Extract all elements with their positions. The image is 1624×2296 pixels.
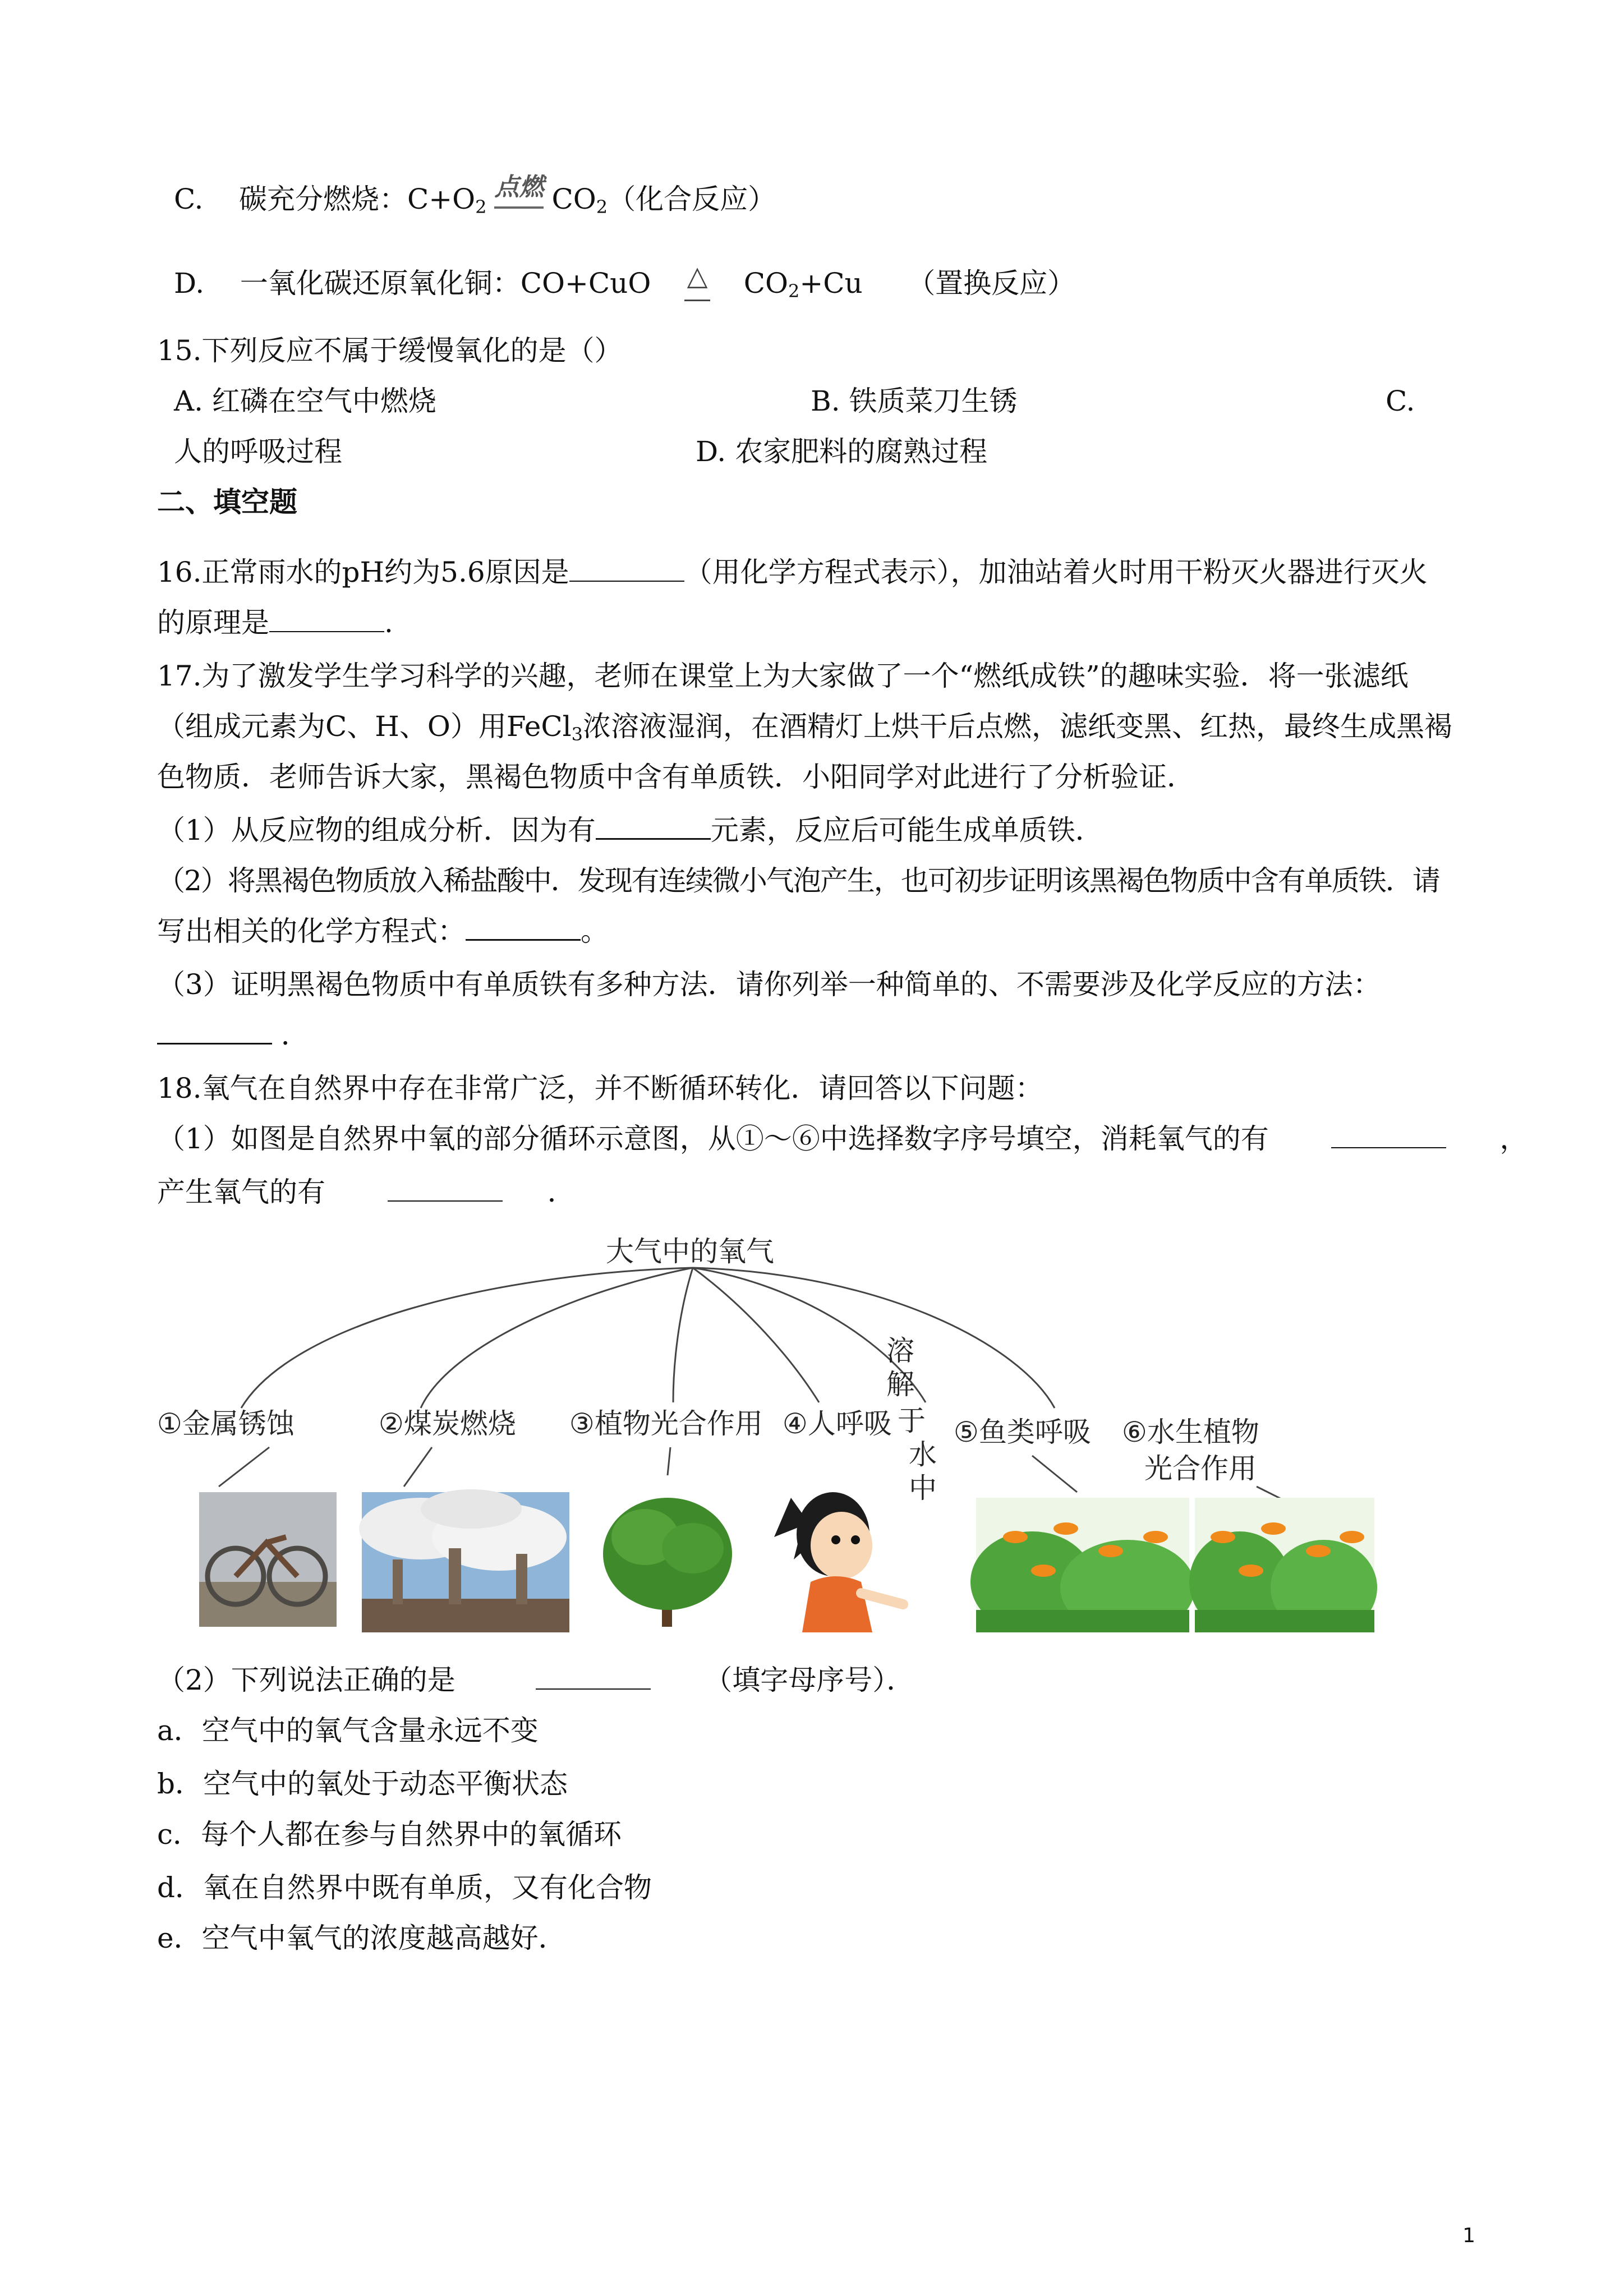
q18-part1-line2 xyxy=(157,1172,576,1212)
q15-option-a: A. 红磷在空气中燃烧 xyxy=(174,385,436,417)
label-coal-burning: ②煤炭燃烧 xyxy=(379,1407,516,1440)
q18-text: （2）下列说法正确的是 xyxy=(157,1664,456,1696)
answer-blank[interactable] xyxy=(1331,1121,1446,1148)
option-text: 一氧化碳还原氧化铜：CO+CuO xyxy=(240,267,651,300)
option-item: e．空气中氧气的浓度越高越好． xyxy=(157,1922,567,1954)
q18-text: ， xyxy=(1499,1122,1528,1155)
option-text: 碳充分燃烧：C+O xyxy=(238,183,476,215)
reaction-type: （化合反应） xyxy=(608,183,776,215)
q17-part3-line2 xyxy=(157,1015,309,1055)
q17-text: 。 xyxy=(581,915,609,947)
subscript: 2 xyxy=(596,196,608,218)
label-fish-breathing: ⑤鱼类呼吸 xyxy=(954,1416,1091,1448)
q18-stem: 18.氧气在自然界中存在非常广泛，并不断循环转化．请回答以下问题： xyxy=(157,1072,1043,1105)
q15-option-c-label: C. xyxy=(1386,385,1415,417)
q18-text: （填字母序号）． xyxy=(704,1664,915,1696)
q15-option-d: D. 农家肥料的腐熟过程 xyxy=(696,435,988,468)
answer-blank[interactable] xyxy=(269,605,384,632)
fish-plants-icon xyxy=(1189,1498,1377,1632)
dissolve-char: 水 xyxy=(909,1438,937,1471)
figure-title: 大气中的氧气 xyxy=(606,1235,774,1268)
subscript: 2 xyxy=(788,280,800,302)
q16-text: 的原理是 xyxy=(157,606,269,639)
condition-text: 点燃 xyxy=(494,173,544,201)
product: CO xyxy=(743,267,788,300)
q17-part3-line1: （3）证明黑褐色物质中有单质铁有多种方法．请你列举一种简单的、不需要涉及化学反应的方法： xyxy=(157,968,1381,1001)
dissolve-char: 于 xyxy=(898,1405,926,1437)
q16-text: 16.正常雨水的pH约为5.6原因是 xyxy=(157,556,569,588)
q17-text: 写出相关的化学方程式： xyxy=(157,915,466,947)
q17-text: （1）从反应物的组成分析．因为有 xyxy=(157,814,596,846)
label-photosynthesis: ③植物光合作用 xyxy=(569,1407,763,1440)
q17-text: （组成元素为C、H、O）用FeCl xyxy=(157,710,572,743)
option-d-line xyxy=(174,260,1076,311)
answer-blank[interactable] xyxy=(388,1175,503,1202)
q17-text: 浓溶液湿润，在酒精灯上烘干后点燃，滤纸变黑、红热，最终生成黑褐 xyxy=(583,710,1453,743)
q16-text: （用化学方程式表示），加油站着火时用干粉灭火器进行灭火 xyxy=(684,556,1428,588)
page-number: 1 xyxy=(1462,2224,1475,2247)
heat-icon: △ xyxy=(678,256,717,296)
dissolve-char: 中 xyxy=(909,1472,937,1504)
answer-blank[interactable] xyxy=(536,1663,651,1690)
dissolve-char: 解 xyxy=(886,1368,914,1401)
q17-line1: 17.为了激发学生学习科学的兴趣，老师在课堂上为大家做了一个“燃纸成铁”的趣味实验．将一张滤纸 xyxy=(157,660,1409,692)
q16-text: . xyxy=(384,606,393,639)
condition-ignite xyxy=(494,173,544,213)
factory-smoke-icon xyxy=(359,1489,569,1632)
q18-text: ． xyxy=(547,1176,576,1208)
q17-line3: 色物质．老师告诉大家，黑褐色物质中含有单质铁．小阳同学对此进行了分析验证． xyxy=(157,761,1195,793)
subscript: 2 xyxy=(475,196,487,218)
section-heading: 二、填空题 xyxy=(157,486,297,518)
option-label: C. xyxy=(174,183,204,215)
q16-line2 xyxy=(157,603,393,642)
product: CO xyxy=(551,183,596,215)
q18-part1-line1 xyxy=(157,1119,1528,1158)
oxygen-cycle-figure xyxy=(157,1223,1391,1632)
q18-text: 产生氧气的有 xyxy=(157,1176,325,1208)
option-c-line xyxy=(174,173,776,227)
option-item: c．每个人都在参与自然界中的氧循环 xyxy=(157,1818,622,1851)
q17-text: 元素，反应后可能生成单质铁． xyxy=(710,814,1103,846)
label-aquatic-plants: ⑥水生植物 xyxy=(1122,1416,1259,1448)
tree-icon xyxy=(603,1498,732,1627)
label-metal-rust: ①金属锈蚀 xyxy=(157,1407,295,1440)
girl-breathing-icon xyxy=(774,1492,903,1632)
option-item: b．空气中的氧处于动态平衡状态 xyxy=(157,1768,568,1800)
q15-option-c: 人的呼吸过程 xyxy=(174,435,342,468)
rusty-bike-icon xyxy=(199,1492,337,1627)
subscript: 3 xyxy=(571,724,583,745)
q17-part2-line2 xyxy=(157,912,609,951)
q15-stem: 15.下列反应不属于缓慢氧化的是（） xyxy=(157,334,623,367)
option-label: D. xyxy=(174,267,205,300)
q17-line2 xyxy=(157,707,1452,754)
fish-plants-icon xyxy=(970,1498,1195,1632)
option-item: d．氧在自然界中既有单质，又有化合物 xyxy=(157,1871,652,1904)
q17-part2-line1: （2）将黑褐色物质放入稀盐酸中．发现有连续微小气泡产生，也可初步证明该黑褐色物质中含有单质铁．请 xyxy=(157,864,1439,897)
label-human-breathing: ④人呼吸 xyxy=(783,1407,892,1440)
answer-blank[interactable] xyxy=(157,1017,272,1045)
q18-text: （1）如图是自然界中氧的部分循环示意图，从①～⑥中选择数字序号填空，消耗氧气的有 xyxy=(157,1122,1269,1155)
reaction-type: （置换反应） xyxy=(907,267,1076,300)
dissolve-char: 溶 xyxy=(886,1335,914,1367)
answer-blank[interactable] xyxy=(466,913,581,941)
answer-blank[interactable] xyxy=(596,812,711,840)
q18-part2 xyxy=(157,1660,914,1700)
label-aquatic-plants-2: 光合作用 xyxy=(1144,1452,1257,1485)
option-item: a．空气中的氧气含量永远不变 xyxy=(157,1714,539,1747)
answer-blank[interactable] xyxy=(569,555,684,582)
q17-text: ． xyxy=(280,1019,309,1051)
product: +Cu xyxy=(799,267,863,300)
q16-line1 xyxy=(157,553,1428,592)
q17-part1 xyxy=(157,811,1103,850)
q15-option-b: B. 铁质菜刀生锈 xyxy=(811,385,1018,417)
